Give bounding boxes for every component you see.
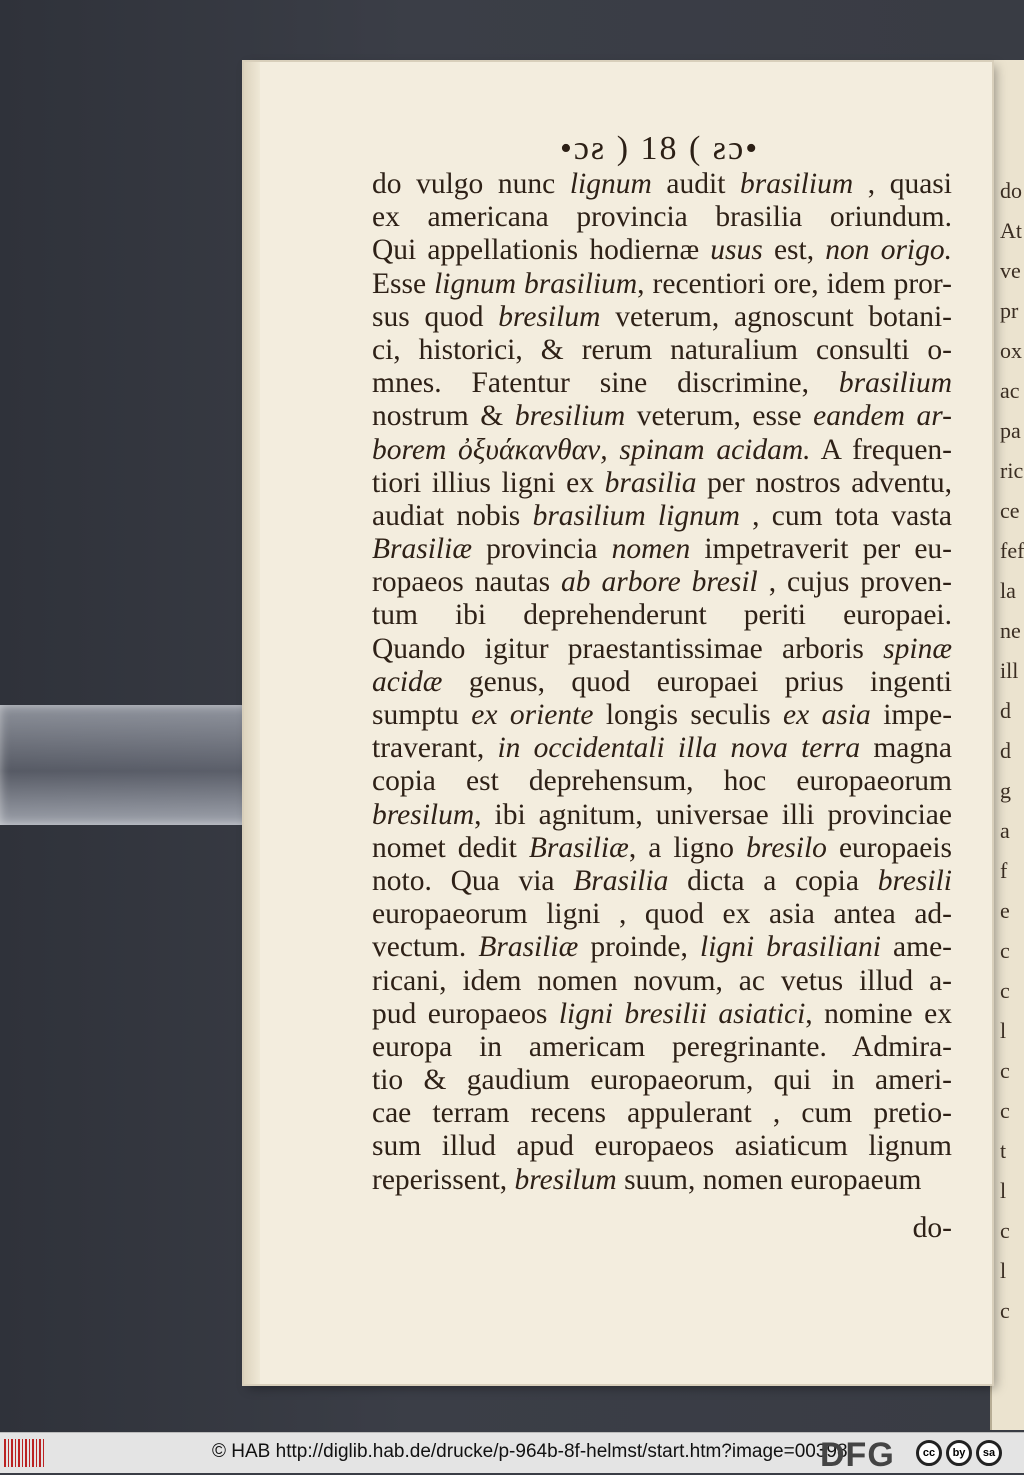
next-page-fragment: fef [1000, 538, 1024, 563]
text-run: audit [651, 168, 741, 200]
text-run: ex americana provincia brasilia oriundum. [372, 201, 952, 234]
text-line [372, 434, 952, 467]
text-run: dicta a copia [668, 864, 878, 897]
italic-run: non origo. [825, 234, 952, 267]
italic-run: lignum [569, 168, 652, 200]
text-run: ropaeos nautas [372, 566, 562, 599]
italic-run: Brasiliæ [528, 831, 629, 864]
italic-run: brasilium lignum [532, 499, 740, 532]
next-page-fragment: ric [1000, 458, 1024, 483]
next-page-fragment: c [1000, 1098, 1010, 1123]
text-run: veterum, esse [625, 400, 814, 433]
italic-run: nomen [611, 533, 691, 566]
text-line [372, 1031, 952, 1064]
italic-run: Brasiliæ [372, 533, 472, 566]
italic-run: Brasiliæ [478, 931, 579, 964]
text-run: , a ligno [628, 831, 747, 864]
next-page-fragment: t [1000, 1138, 1007, 1163]
next-page-fragment: c [1000, 938, 1010, 963]
text-run: , recentiori ore, idem pror- [637, 267, 952, 300]
page-body-text [372, 168, 952, 1197]
text-run: reperissent, [372, 1163, 515, 1196]
text-run: noto. Qua via [372, 864, 574, 897]
text-run: , nomine ex [805, 997, 952, 1030]
cc-icon: cc [916, 1440, 942, 1466]
text-line [372, 268, 952, 301]
page-gutter [244, 62, 260, 1384]
italic-run: ligni bresilii asiatici [558, 997, 806, 1030]
text-run: provincia [472, 533, 612, 566]
next-page-fragment: d [1000, 738, 1011, 763]
text-line [372, 201, 952, 234]
next-page-fragment: ac [1000, 378, 1020, 403]
next-page-fragment: g [1000, 778, 1011, 803]
text-line [372, 898, 952, 931]
text-run: nostrum & [372, 400, 515, 433]
text-run: vectum. [372, 931, 479, 964]
text-run: europa in americam peregrinante. Admira- [372, 1030, 952, 1063]
next-page-fragment: At [1000, 218, 1022, 243]
text-run: Quando igitur praestantissimae arboris [372, 632, 884, 665]
text-line [372, 334, 952, 367]
text-run: europaeis [826, 831, 952, 864]
text-run: mnes. Fatentur sine discrimine, [372, 367, 839, 400]
text-line [372, 832, 952, 865]
text-run: traverant, [372, 732, 498, 765]
italic-run: bresilo [746, 831, 827, 864]
text-line [372, 1064, 952, 1097]
text-line [372, 533, 952, 566]
text-run: do vulgo nunc [372, 168, 570, 200]
italic-run: in occidentali illa nova terra [497, 732, 861, 765]
italic-run: bresilum [514, 1163, 617, 1196]
by-icon: by [946, 1440, 972, 1466]
text-run: per nostros adventu, [696, 466, 953, 499]
text-line [372, 1130, 952, 1163]
footer-bar [0, 1432, 1024, 1473]
next-page-edge [990, 60, 1024, 1430]
text-line [372, 765, 952, 798]
text-run: sum illud apud europaeos asiaticum lignum [372, 1130, 952, 1163]
italic-run: brasilium [740, 168, 854, 200]
text-run: , quasi [853, 168, 952, 200]
next-page-fragment: l [1000, 1018, 1007, 1043]
catchword: do- [912, 1212, 952, 1244]
text-run: est, [762, 234, 826, 267]
next-page-fragment: ill [1000, 658, 1019, 683]
italic-run: brasilia [604, 466, 697, 499]
text-line [372, 234, 952, 267]
text-run: genus, quod europaei prius ingenti [442, 665, 952, 698]
text-line [372, 467, 952, 500]
text-run: sus quod [372, 300, 499, 333]
text-run: tum ibi deprehenderunt periti europaei. [372, 599, 952, 632]
next-page-fragment: c [1000, 1058, 1010, 1083]
next-page-fragment: ox [1000, 338, 1022, 363]
text-run: sumptu [372, 699, 472, 731]
text-line [372, 500, 952, 533]
text-run: ci, historici, & rerum naturalium consulti o- [372, 333, 952, 366]
next-page-fragment: a [1000, 818, 1010, 843]
next-page-fragment: d [1000, 698, 1011, 723]
text-run: nomet dedit [372, 831, 529, 864]
italic-run: acidæ [372, 665, 443, 698]
text-line [372, 699, 952, 732]
next-page-fragment: pa [1000, 418, 1021, 443]
text-run: veterum, agnoscunt botani- [600, 300, 952, 333]
text-run: Qui appellationis hodiernæ [372, 234, 711, 267]
italic-run: ligni brasiliani [700, 931, 881, 964]
italic-run: borem ὀξυάκανθαν, spinam acidam. [372, 433, 811, 466]
italic-run: bresilum [498, 300, 601, 333]
text-run: cae terram recens appulerant , cum pretio- [372, 1097, 952, 1130]
text-run: audiat nobis [372, 499, 533, 532]
next-page-fragment: l [1000, 1178, 1007, 1203]
text-run: , ibi agnitum, universae illi provinciae [474, 798, 952, 831]
italic-run: bresilum [372, 798, 475, 831]
text-line [372, 965, 952, 998]
italic-run: brasilium [838, 367, 952, 400]
text-run: copia est deprehensum, hoc europaeorum [372, 765, 952, 798]
text-line [372, 1097, 952, 1130]
text-line [372, 998, 952, 1031]
text-run: tiori illius ligni ex [372, 466, 605, 499]
next-page-fragment: la [1000, 578, 1016, 603]
sa-icon: sa [976, 1440, 1002, 1466]
next-page-fragment: ne [1000, 618, 1021, 643]
text-run: , cujus proven- [757, 566, 953, 599]
text-run: pud europaeos [372, 997, 559, 1030]
text-line [372, 599, 952, 632]
italic-run: usus [710, 234, 763, 267]
text-run: ricani, idem nomen novum, ac vetus illud a- [372, 964, 952, 997]
text-run: longis seculis [593, 699, 784, 731]
text-line [372, 931, 952, 964]
italic-run: bresilium [514, 400, 626, 433]
text-run: impetraverit per eu- [690, 533, 952, 566]
italic-run: Brasilia [573, 864, 669, 897]
dfg-logo[interactable]: DFG [820, 1436, 895, 1474]
text-run: proinde, [578, 931, 700, 964]
italic-run: ex asia [783, 699, 871, 731]
text-run: magna [860, 732, 952, 765]
catchword-block [372, 1212, 952, 1245]
next-page-fragment: c [1000, 1218, 1010, 1243]
text-line [372, 566, 952, 599]
text-run: impe- [870, 699, 953, 731]
next-page-fragment: pr [1000, 298, 1019, 323]
text-line [372, 400, 952, 433]
next-page-fragment: c [1000, 978, 1010, 1003]
text-run: Esse [372, 267, 435, 300]
text-line [372, 799, 952, 832]
text-run: suum, nomen europaeum [616, 1163, 922, 1196]
text-line [372, 367, 952, 400]
italic-run: bresili [877, 864, 952, 897]
next-page-fragment: ce [1000, 498, 1020, 523]
italic-run: eandem ar- [813, 400, 952, 433]
italic-run: ab arbore bresil [561, 566, 758, 599]
text-run: tio & gaudium europaeorum, qui in ameri- [372, 1064, 952, 1097]
italic-run: ex oriente [471, 699, 594, 731]
text-line [372, 1164, 952, 1197]
text-line [372, 168, 952, 201]
text-line [372, 732, 952, 765]
next-page-fragment: e [1000, 898, 1010, 923]
text-line [372, 865, 952, 898]
next-page-fragment: ve [1000, 258, 1021, 283]
text-line [372, 301, 952, 334]
italic-run: spinæ [883, 632, 952, 665]
text-line [372, 633, 952, 666]
text-line [372, 666, 952, 699]
page-header: •ɔƨ ) 18 ( ƨɔ• [560, 130, 760, 167]
text-run: , cum tota vasta [739, 499, 952, 532]
italic-run: lignum brasilium [434, 267, 638, 300]
text-run: europaeorum ligni , quod ex asia antea ad- [372, 898, 952, 931]
copyright-link[interactable]: © HAB http://diglib.hab.de/drucke/p-964b-8f-helmst/start.htm?image=00398 [212, 1441, 848, 1462]
license-icons[interactable] [916, 1439, 1020, 1467]
next-page-fragment: l [1000, 1258, 1007, 1283]
barcode-icon [4, 1439, 46, 1467]
text-run: A frequen- [810, 433, 952, 466]
next-page-fragment: do [1000, 178, 1022, 203]
next-page-fragment: f [1000, 858, 1008, 883]
next-page-fragment: c [1000, 1298, 1010, 1323]
text-run: ame- [880, 931, 952, 964]
